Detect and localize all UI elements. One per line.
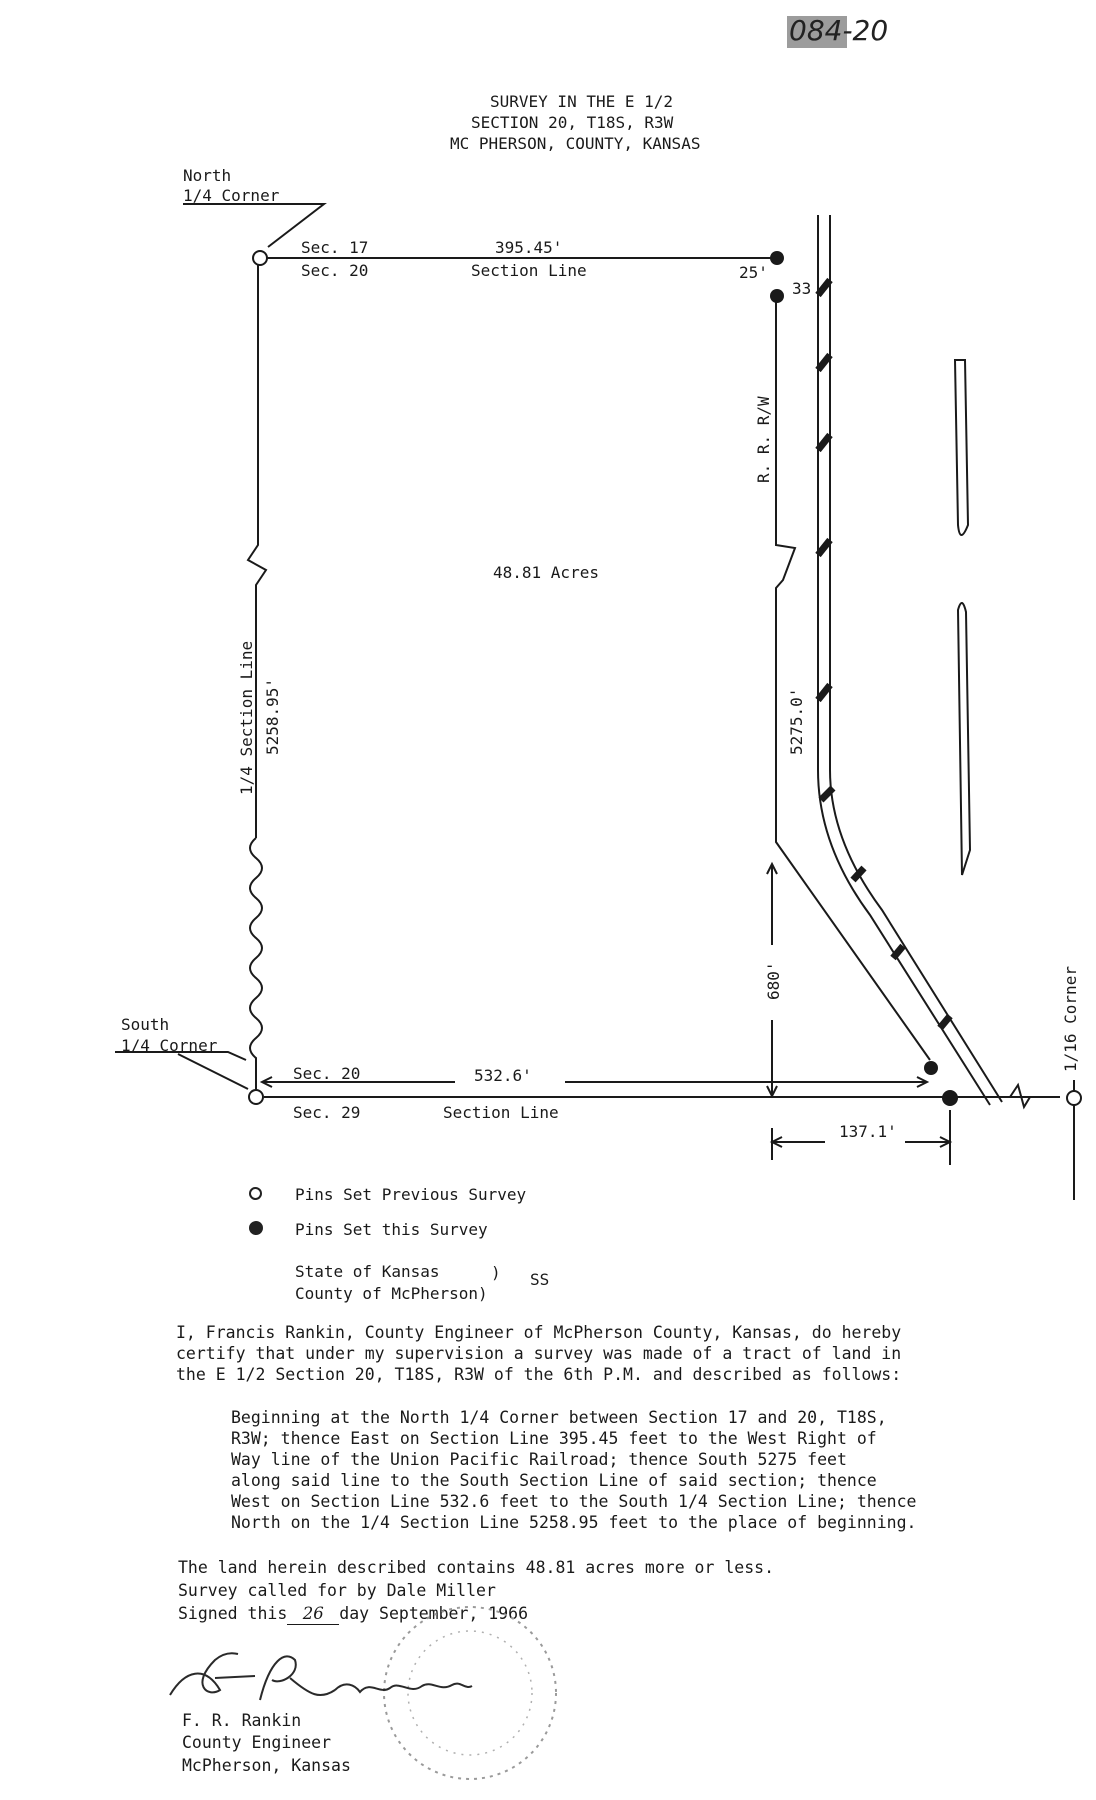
dist-680-label: 680' bbox=[764, 961, 783, 1000]
west-line-wavy-break bbox=[250, 838, 262, 1094]
filled-pin-icon bbox=[249, 1221, 263, 1235]
south-corner-label-2: 1/4 Corner bbox=[121, 1036, 218, 1055]
closing-acreage: The land herein described contains 48.81 acres more or less. bbox=[178, 1558, 775, 1577]
signer-place: McPherson, Kansas bbox=[182, 1756, 351, 1775]
east-distance-label: 5275.0' bbox=[787, 687, 806, 755]
top-section-line-label: Section Line bbox=[471, 261, 587, 280]
north-corner-label-2: 1/4 Corner bbox=[183, 186, 280, 205]
highway-south-segment bbox=[958, 603, 970, 875]
venue-ss: SS bbox=[530, 1270, 550, 1289]
north-quarter-corner-pin bbox=[253, 251, 267, 265]
handwritten-signature bbox=[160, 1640, 540, 1720]
title-line-1: SURVEY IN THE E 1/2 bbox=[490, 92, 674, 111]
signed-suffix: day September, 1966 bbox=[339, 1604, 529, 1623]
south-quarter-corner-pin bbox=[249, 1090, 263, 1104]
offset-33-label: 33 bbox=[792, 279, 812, 298]
rr-tie bbox=[818, 685, 830, 700]
bottom-section-line-label: Section Line bbox=[443, 1103, 559, 1122]
sixteenth-corner-pin bbox=[1067, 1091, 1081, 1105]
sec29-label: Sec. 29 bbox=[293, 1103, 361, 1122]
highway-north-segment bbox=[955, 360, 968, 535]
certification-line-1: I, Francis Rankin, County Engineer of McPherson County, Kansas, do hereby bbox=[176, 1323, 902, 1342]
signer-title: County Engineer bbox=[182, 1733, 332, 1752]
description-line-2: R3W; thence East on Section Line 395.45 feet to the West Right of bbox=[231, 1429, 877, 1448]
sec17-label: Sec. 17 bbox=[301, 238, 369, 257]
rr-tie bbox=[818, 435, 830, 450]
railroad-track-west bbox=[818, 215, 990, 1105]
se-pin-set-lower bbox=[942, 1090, 958, 1106]
venue-bracket: ) bbox=[491, 1263, 501, 1282]
description-line-6: North on the 1/4 Section Line 5258.95 feet to the place of beginning. bbox=[231, 1513, 917, 1532]
venue-state: State of Kansas bbox=[295, 1262, 440, 1281]
rr-tie bbox=[853, 868, 864, 880]
offset-25-label: 25' bbox=[739, 263, 768, 282]
description-line-3: Way line of the Union Pacific Railroad; thence South 5275 feet bbox=[231, 1450, 847, 1469]
bottom-distance-label: 532.6' bbox=[474, 1066, 532, 1085]
sixteenth-corner-label: 1/16 Corner bbox=[1061, 966, 1080, 1072]
se-pin-set-upper bbox=[924, 1061, 938, 1075]
sec20-top-label: Sec. 20 bbox=[301, 261, 369, 280]
dist-137-label: 137.1' bbox=[839, 1122, 897, 1141]
legend-open-label: Pins Set Previous Survey bbox=[295, 1185, 527, 1204]
certification-line-3: the E 1/2 Section 20, T18S, R3W of the 6th P.M. and described as follows: bbox=[176, 1365, 902, 1384]
south-corner-label-1: South bbox=[121, 1015, 170, 1034]
sec20-bottom-label: Sec. 20 bbox=[293, 1064, 361, 1083]
venue-county: County of McPherson) bbox=[295, 1284, 488, 1303]
rr-tie bbox=[818, 540, 830, 555]
signed-prefix: Signed this bbox=[178, 1604, 288, 1623]
title-line-3: MC PHERSON, COUNTY, KANSAS bbox=[450, 134, 701, 153]
rr-tie bbox=[818, 355, 830, 370]
open-pin-icon bbox=[249, 1187, 262, 1200]
rr-tie bbox=[940, 1016, 950, 1028]
legend-filled-label: Pins Set this Survey bbox=[295, 1220, 488, 1239]
signer-name: F. R. Rankin bbox=[182, 1711, 302, 1730]
row-pin-set bbox=[770, 289, 784, 303]
north-corner-label-1: North bbox=[183, 166, 232, 185]
acreage-label: 48.81 Acres bbox=[493, 563, 599, 582]
west-distance-label: 5258.95' bbox=[263, 677, 282, 755]
railroad-track-east bbox=[830, 215, 1002, 1102]
description-line-4: along said line to the South Section Line of said section; thence bbox=[231, 1471, 877, 1490]
south-corner-arrow bbox=[178, 1054, 248, 1089]
rr-tie bbox=[893, 946, 903, 958]
description-line-5: West on Section Line 532.6 feet to the South 1/4 Section Line; thence bbox=[231, 1492, 917, 1511]
file-number-text: 084-20 bbox=[789, 14, 889, 47]
top-distance-label: 395.45' bbox=[495, 238, 563, 257]
description-line-1: Beginning at the North 1/4 Corner between Section 17 and 20, T18S, bbox=[231, 1408, 887, 1427]
rr-row-label: R. R. R/W bbox=[754, 396, 773, 483]
closing-called-for: Survey called for by Dale Miller bbox=[178, 1581, 496, 1600]
title-line-2: SECTION 20, T18S, R3W bbox=[471, 113, 674, 132]
railroad-ties bbox=[818, 280, 950, 1028]
rr-tie bbox=[818, 280, 830, 295]
rr-right-of-way-line bbox=[776, 300, 930, 1060]
west-line-label: 1/4 Section Line bbox=[237, 640, 256, 795]
signed-day: 26 bbox=[287, 1603, 339, 1625]
certification-line-2: certify that under my supervision a survey was made of a tract of land in bbox=[176, 1344, 902, 1363]
ne-pin-set bbox=[770, 251, 784, 265]
